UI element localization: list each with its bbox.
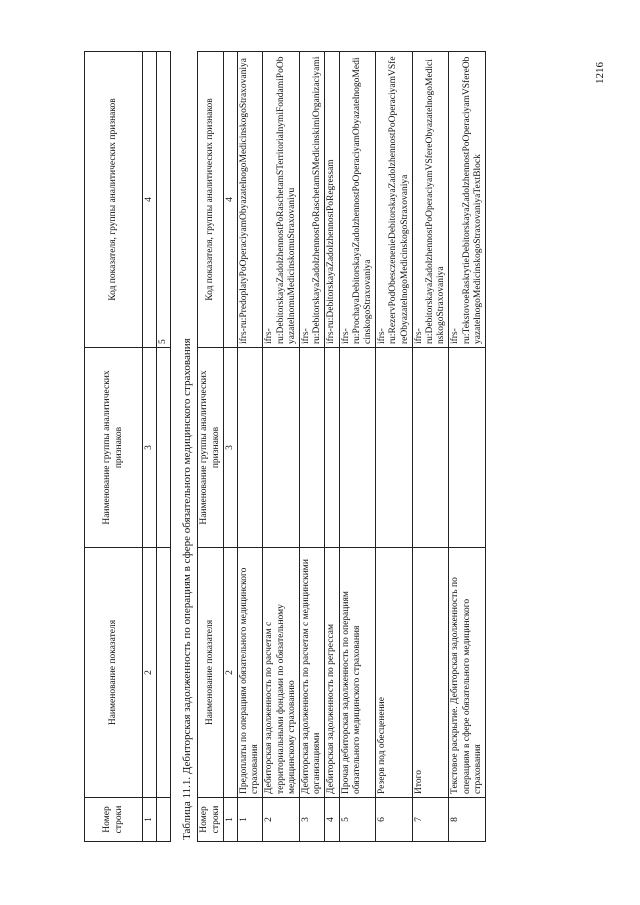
table-row — [449, 52, 486, 842]
rotated-page-content — [84, 52, 514, 842]
row-number: 8 — [449, 798, 486, 842]
column-number: 3 — [223, 348, 237, 548]
group-name — [376, 348, 413, 548]
indicator-code: ifrs-ru:RezervPodObesczenenieDebitorskayaZadolzhennostPoOperaciyamVSfereObyazatelnogoMedicinskogoStraxovaniya — [376, 52, 413, 348]
header-code: Код показателя, группы аналитических признаков — [198, 52, 223, 348]
indicator-name: Дебиторская задолженность по расчетам с территориальными фондами по обязательному медицинскому страхованию — [263, 548, 300, 798]
column-number: 3 — [143, 348, 157, 548]
indicator-name: Дебиторская задолженность по регрессам — [325, 548, 339, 798]
column-number: 2 — [223, 548, 237, 798]
indicator-name: Прочая дебиторская задолженность по операциям обязательного медицинского страхования — [339, 548, 376, 798]
indicator-name: Дебиторская задолженность по расчетам с медицинскими организациями — [300, 548, 325, 798]
row-number: 1 — [238, 798, 263, 842]
group-name — [325, 348, 339, 548]
group-name — [238, 348, 263, 548]
header-indicator-name: Наименование показателя — [85, 548, 143, 798]
table-row — [412, 52, 449, 842]
group-name — [449, 348, 486, 548]
table-cell — [157, 52, 171, 348]
header-group-name: Наименование группы аналитических признаков — [198, 348, 223, 548]
header-row-number: Номер строки — [198, 798, 223, 842]
column-number: 4 — [223, 52, 237, 348]
table-header-continuation — [84, 51, 171, 842]
header-row-number: Номер строки — [85, 798, 143, 842]
row-number: 3 — [300, 798, 325, 842]
table-row — [300, 52, 325, 842]
table-row — [376, 52, 413, 842]
group-name — [300, 348, 325, 548]
indicator-name: Итого — [412, 548, 449, 798]
group-name — [263, 348, 300, 548]
row-number: 2 — [263, 798, 300, 842]
receivables-table — [197, 51, 486, 842]
table-caption: Таблица 11.1. Дебиторская задолженность по операциям в сфере обязательного медицинского страхования — [181, 338, 194, 840]
table-row — [157, 52, 171, 842]
page-number: 1216 — [594, 62, 606, 84]
row-number-5: 5 — [158, 339, 169, 344]
indicator-code: ifrs-ru:TekstovoeRaskrytieDebitorskayaZadolzhennostPoOperaciyamVSfereObyazatelnogoMedicinskogoStraxovaniyaTextBlock — [449, 52, 486, 348]
table-row — [339, 52, 376, 842]
indicator-name: Предоплаты по операциям обязательного медицинского страхования — [238, 548, 263, 798]
table-row — [325, 52, 339, 842]
table-header-row — [85, 52, 143, 842]
indicator-code: ifrs-ru:ProchayaDebitorskayaZadolzhennostPoOperaciyamObyazatelnogoMedicinskogoStraxovaniya — [339, 52, 376, 348]
table-cell — [157, 548, 171, 798]
row-number: 6 — [376, 798, 413, 842]
header-indicator-name: Наименование показателя — [198, 548, 223, 798]
table-header-row — [198, 52, 223, 842]
table-cell — [157, 348, 171, 548]
indicator-code: ifrs-ru:DebitorskayaZadolzhennostPoRegressam — [325, 52, 339, 348]
row-number: 5 — [339, 798, 376, 842]
indicator-code: ifrs-ru:PredoplatyPoOperaciyamObyazatelnogoMedicinskogoStraxovaniya — [238, 52, 263, 348]
column-number: 2 — [143, 548, 157, 798]
table-cell — [157, 798, 171, 842]
row-number: 4 — [325, 798, 339, 842]
indicator-code: ifrs-ru:DebitorskayaZadolzhennostPoRaschetamSMedicinskimiOrganizaciyami — [300, 52, 325, 348]
indicator-name: Резерв под обесценение — [376, 548, 413, 798]
group-name — [339, 348, 376, 548]
indicator-name: Текстовое раскрытие. Дебиторская задолженность по операциям в сфере обязательного медицинского страхования — [449, 548, 486, 798]
row-number: 7 — [412, 798, 449, 842]
header-group-name: Наименование группы аналитических признаков — [85, 348, 143, 548]
table-row — [238, 52, 263, 842]
group-name — [412, 348, 449, 548]
indicator-code: ifrs-ru:DebitorskayaZadolzhennostPoOperaciyamVSfereObyazatelnogoMedicinskogoStraxovaniya — [412, 52, 449, 348]
column-number: 4 — [143, 52, 157, 348]
table-row — [263, 52, 300, 842]
header-code: Код показателя, группы аналитических признаков — [85, 52, 143, 348]
table-column-numbers-row — [223, 52, 237, 842]
column-number: 1 — [223, 798, 237, 842]
column-number: 1 — [143, 798, 157, 842]
table-column-numbers-row — [143, 52, 157, 842]
indicator-code: ifrs-ru:DebitorskayaZadolzhennostPoRaschetamSTerritorialnymiFondamiPoObyazatelnomuMedicinskomuStraxovaniyu — [263, 52, 300, 348]
